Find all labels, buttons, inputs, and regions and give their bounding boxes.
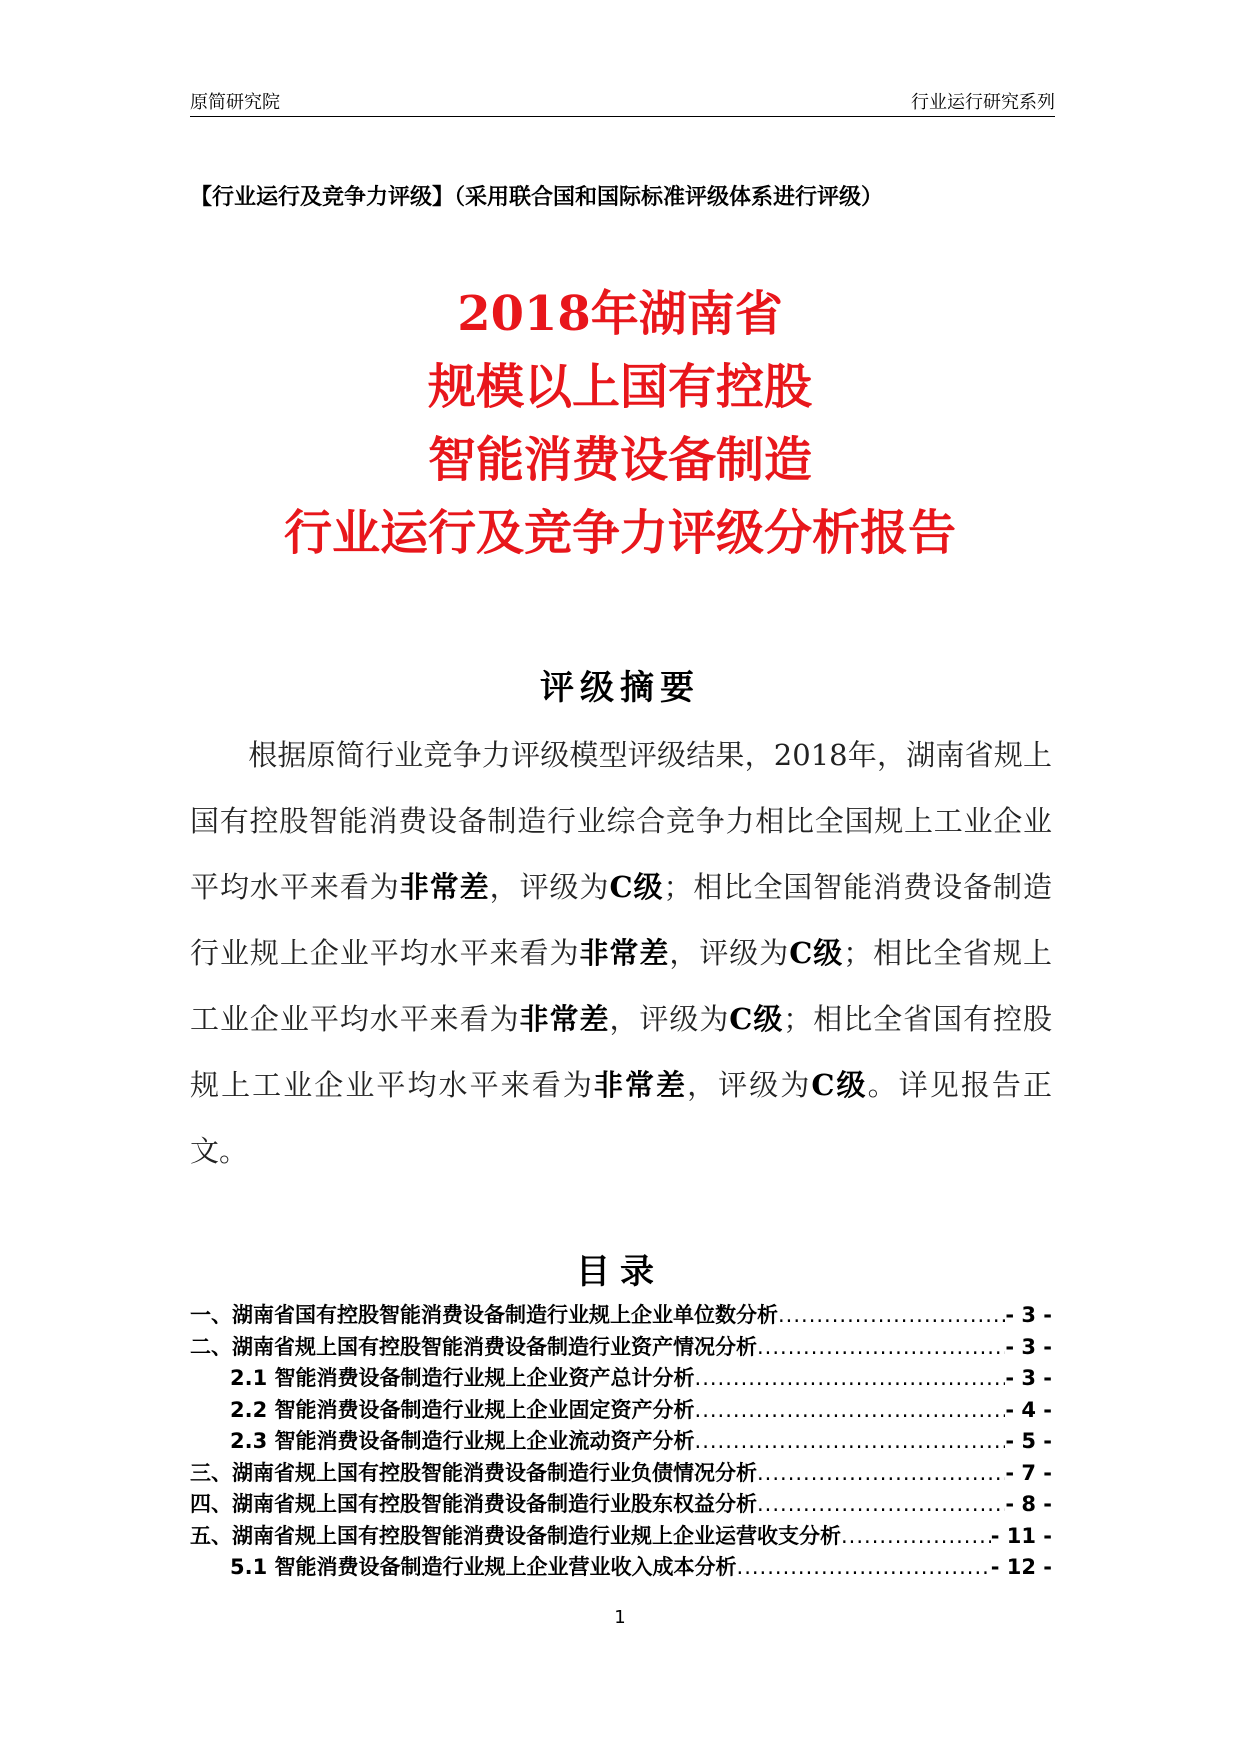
toc-item[interactable] (190, 1300, 1052, 1332)
summary-text: ，评级为 (687, 1068, 812, 1102)
toc-item-title: 一、湖南省国有控股智能消费设备制造行业规上企业单位数分析 (190, 1303, 778, 1327)
summary-text: 根据原简行业竞争力评级模型评级结果，2018年，湖南省规上国有控股智能消费设备制造行业综合竞争力相比全国规上工业企业平均水平来看为 (190, 738, 1052, 904)
toc-leader (737, 1552, 991, 1584)
report-title (0, 278, 1240, 570)
rating-bold: 非常差 (579, 936, 670, 970)
page-header (190, 88, 1055, 117)
rating-bold: 非常差 (399, 870, 490, 904)
header-left: 原简研究院 (190, 92, 280, 113)
toc-item-page: - 3 - (1005, 1303, 1052, 1327)
toc-item-page: - 4 - (1005, 1397, 1052, 1422)
toc-item-title: 四、湖南省规上国有控股智能消费设备制造行业股东权益分析 (190, 1492, 757, 1516)
toc-item-page: - 11 - (990, 1523, 1052, 1548)
summary-text: ；相比全省国有控股规上工业企业平均水平来看为 (190, 1002, 1052, 1102)
toc-leader (695, 1426, 1006, 1458)
toc-item-title: 二、湖南省规上国有控股智能消费设备制造行业资产情况分析 (190, 1334, 757, 1359)
toc-item-page: - 7 - (1005, 1460, 1052, 1485)
summary-paragraph (190, 722, 1052, 1184)
toc-leader (695, 1395, 1006, 1427)
rating-grade: C级 (811, 1068, 868, 1102)
toc-item[interactable] (190, 1521, 1052, 1553)
toc-item-page: - 8 - (1005, 1492, 1052, 1516)
summary-text: ，评级为 (669, 936, 790, 970)
summary-text: ，评级为 (489, 870, 610, 904)
toc-item-title: 五、湖南省规上国有控股智能消费设备制造行业规上企业运营收支分析 (190, 1523, 841, 1548)
toc-item-title: 5.1 智能消费设备制造行业规上企业营业收入成本分析 (230, 1555, 737, 1579)
toc-item-title: 2.2 智能消费设备制造行业规上企业固定资产分析 (230, 1397, 695, 1422)
header-right: 行业运行研究系列 (911, 92, 1055, 113)
rating-grade: C级 (789, 936, 844, 970)
toc-leader (757, 1489, 1005, 1521)
rating-grade: C级 (729, 1002, 784, 1036)
toc-item[interactable] (190, 1363, 1052, 1395)
toc-item-page: - 3 - (1005, 1366, 1052, 1390)
summary-heading: 评级摘要 (540, 668, 700, 708)
toc-item[interactable] (190, 1395, 1052, 1427)
toc-item[interactable] (190, 1489, 1052, 1521)
toc-leader (841, 1521, 991, 1553)
toc-leader (695, 1363, 1006, 1395)
title-line: 智能消费设备制造 (427, 432, 812, 488)
toc-item-title: 2.1 智能消费设备制造行业规上企业资产总计分析 (230, 1366, 695, 1390)
table-of-contents (190, 1300, 1052, 1584)
title-line: 规模以上国有控股 (427, 359, 812, 415)
toc-item-title: 三、湖南省规上国有控股智能消费设备制造行业负债情况分析 (190, 1460, 757, 1485)
toc-item[interactable] (190, 1458, 1052, 1490)
title-line: 2018年湖南省 (457, 286, 783, 342)
toc-item[interactable] (190, 1332, 1052, 1364)
toc-item-page: - 5 - (1005, 1429, 1052, 1453)
summary-text: 。详见报告正文。 (190, 1068, 1052, 1168)
toc-leader (778, 1300, 1005, 1332)
page-number: 1 (614, 1607, 626, 1628)
rating-bold: 非常差 (519, 1002, 610, 1036)
toc-heading: 目录 (576, 1252, 664, 1292)
toc-item-title: 2.3 智能消费设备制造行业规上企业流动资产分析 (230, 1429, 695, 1453)
rating-grade: C级 (609, 870, 664, 904)
rating-bold: 非常差 (593, 1068, 688, 1102)
toc-leader (757, 1332, 1005, 1364)
toc-item-page: - 3 - (1005, 1334, 1052, 1359)
summary-text: ；相比全省规上工业企业平均水平来看为 (190, 936, 1052, 1036)
title-line: 行业运行及竞争力评级分析报告 (283, 505, 956, 561)
tagline: 【行业运行及竞争力评级】（采用联合国和国际标准评级体系进行评级） (190, 185, 884, 210)
toc-item[interactable] (190, 1552, 1052, 1584)
summary-text: ；相比全国智能消费设备制造行业规上企业平均水平来看为 (190, 870, 1052, 970)
summary-text: ，评级为 (609, 1002, 730, 1036)
toc-item[interactable] (190, 1426, 1052, 1458)
toc-leader (757, 1458, 1005, 1490)
toc-item-page: - 12 - (990, 1555, 1052, 1579)
